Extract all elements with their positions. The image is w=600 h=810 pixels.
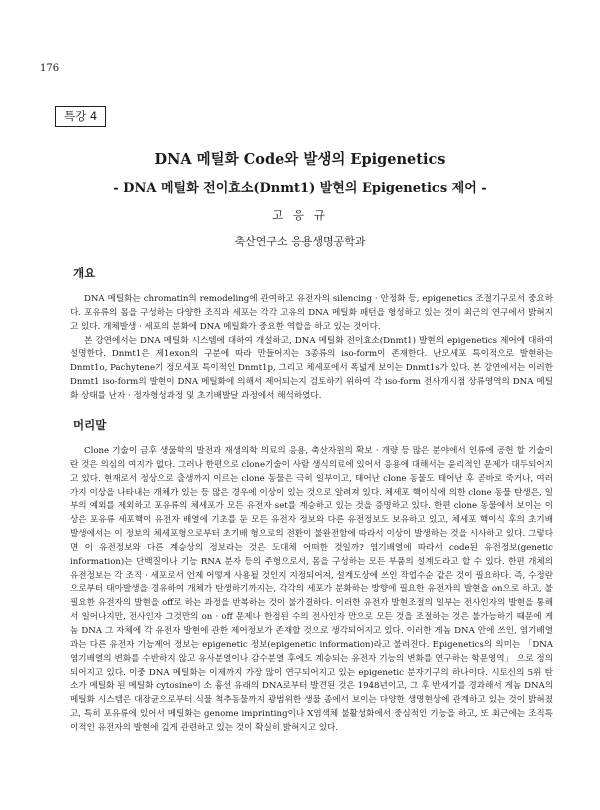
abstract-heading: 개요 <box>73 266 96 280</box>
intro-heading: 머리말 <box>73 418 107 432</box>
abstract-paragraph: DNA 메틸화는 chromatin의 remodeling에 관여하고 유전자의 silencing · 안정화 등, epigenetics 조절기구로서 중요하다. 포유류의 몸을 구성하는 다양한 조직과 세포는 각각 고유의 DNA 메틸화 패턴을 형성하고 있는 것이 최근의 연구에서 밝혀지고 있다. 개체발생 · 세포의 분화에 DNA 메틸화가 중요한 역할을 하고 있는 것이다. <box>70 294 553 332</box>
paper-subtitle: - DNA 메틸화 전이효소(Dnmt1) 발현의 Epigenetics 제어 - <box>113 181 487 196</box>
lecture-label: 특강 4 <box>55 106 106 127</box>
intro-body <box>70 445 553 736</box>
abstract-body <box>70 293 553 404</box>
abstract-paragraph: 본 강연에서는 DNA 메틸화 시스템에 대하여 개설하고, DNA 메틸화 전이효소(Dnmt1) 발현의 epigenetics 제어에 대하여 설명한다. Dnmt1은 제1exon의 구분에 따라 만들어지는 3종류의 iso-form이 존재한다. 난모세포 특이적으로 발현하는 Dnmt1o, Pachytene기 정모세포 특이적인 Dnmt1p, 그리고 체세포에서 폭넓게 보이는 Dnmt1s가 있다. 본 강연에서는 이러한 Dnmt1 iso-form의 발현이 DNA 메틸화에 의해서 제어되는지 검토하기 위하여 각 iso-form 전사개시점 상류영역의 DNA 메틸화 상태를 난자 · 정자형성과정 및 초기배발달 과정에서 해석하였다. <box>70 335 553 401</box>
intro-paragraph: Clone 기술이 금후 생물학의 발전과 재생의학 의료의 응용, 축산자원의 확보 · 개량 등 많은 분야에서 인류에 공헌 할 기술이란 것은 의심의 여지가 없다. 그러나 한편으로 clone기술이 사람 생식의료에 있어서 응용에 대해서는 윤리적인 문제가 대두되어지고 있다. 현재로서 정상으로 출생까지 이르는 clone 동물은 극히 일부이고, 태어난 clone 동물도 태어난 후 곧바로 죽거나, 여러 가지 이상을 나타내는 개체가 있는 등 많은 경우에 이상이 있는 것으로 알려져 있다. 체세포 핵이식에 의한 clone 동물 탄생은, 일부의 예외를 제외하고 포유류의 체세포가 모든 유전자 set를 계승하고 있는 것을 증명하고 있다. 한편 clone 동물에서 보이는 이상은 포유류 세포핵이 유전자 배열에 기초를 둔 모든 유전자 정보와 다른 유전정보도 보유하고 있고, 체세포 핵이식 후의 초기배 발생에서는 이 정보의 체세포형으로부터 초기배 형으로의 전환이 불완전함에 따라서 이상이 발생하는 것을 시사하고 있다. 그렇다면 이 유전정보와 다른 계승상의 정보라는 것은 도대체 어떠한 것일까? 염기배열에 따라서 code된 유전정보(genetic information)는 단백질이나 기능 RNA 분자 등의 주형으로서, 몸을 구성하는 모든 부품의 설계도라고 할 수 있다. 한편 개체의 유전정보는 각 조직 · 세포로서 언제 어떻게 사용될 것인지 지정되어져, 설계도상에 쓰인 작업수순 같은 것이 필요하다. 즉, 수정란으로부터 태아발생을 경유하여 개체가 탄생하기까지는, 각각의 세포가 분화하는 방향에 필요한 유전자의 발현을 on으로 하고, 불필요한 유전자의 발현을 off로 하는 과정을 반복하는 것이 불가결하다. 이러한 유전자 발현조절의 일부는 전사인자의 발현을 통해서 일어나지만, 전사인자 그것만의 on · off 문제나 한정된 수의 전사인자 만으로 모든 것을 조절하는 것은 불가능하기 때문에 게놈 DNA 그 자체에 각 유전자 발현에 관한 제어정보가 존재할 것으로 생각되어지고 있다. 이러한 게놈 DNA 안에 쓰인, 염기배열과는 다른 유전자 기능제어 정보는 epigenetic 정보(epigenetic information)라고 불려진다. Epigenetics의 의미는 「DNA염기배열의 변화를 수반하지 않고 유사분열이나 감수분열 후에도 계승되는 유전자 기능의 변화를 연구하는 학문영역」 으로 정의되어지고 있다. 이중 DNA 메틸화는 이제까지 가장 많이 연구되어지고 있는 epigenetic 분자기구의 하나이다. 시토신의 5위 탄소가 메틸화 된 메틸화 cytosine이 소 흉선 유래의 DNA로부터 발견된 것은 1948년이고, 그 후 반세기를 경과해서 게놈 DNA의 메틸화 시스템은 대장균으로부터 식물 척추동물까지 광범위한 생물 종에서 보이는 다양한 생명현상에 관계하고 있는 것이 밝혀졌고, 특히 포유류에 있어서 메틸화는 genome imprinting이나 X염색체 불활성화에서 중심적인 기능을 하고, 또 최근에는 조직특이적인 유전자의 발현에 깊게 관련하고 있는 것이 확실히 밝혀지고 있다. <box>70 446 553 733</box>
author-name: 고 응 규 <box>272 208 328 222</box>
page-number: 176 <box>40 63 60 74</box>
paper-title: DNA 메틸화 Code와 발생의 Epigenetics <box>154 151 446 168</box>
author-affiliation: 축산연구소 응용생명공학과 <box>234 235 366 248</box>
